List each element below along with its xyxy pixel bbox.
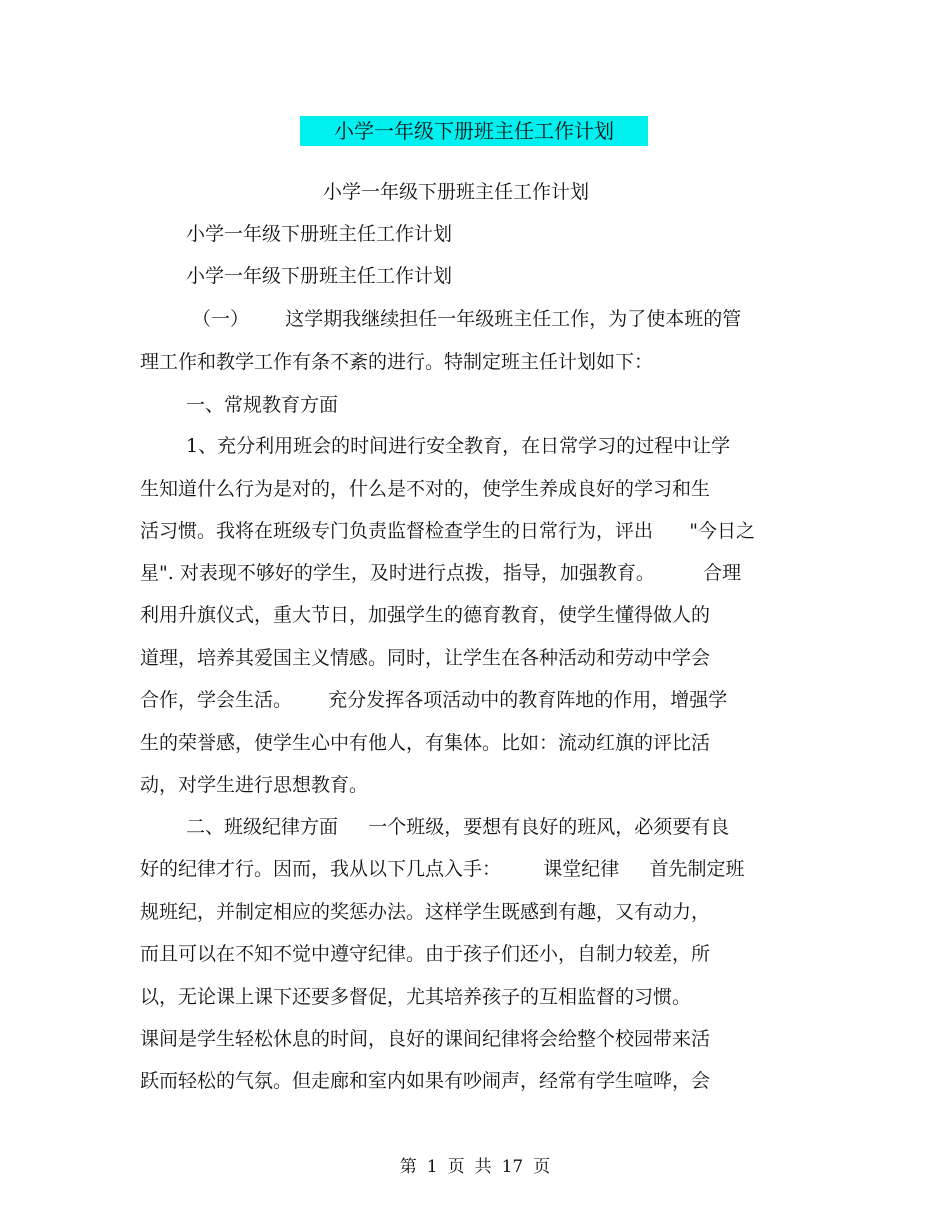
text-line: 星". 对表现不够好的学生，及时进行点拨，指导，加强教育。 合理 — [140, 562, 742, 584]
text-line: 跃而轻松的气氛。但走廊和室内如果有吵闹声，经常有学生喧哗，会 — [140, 1070, 711, 1092]
section-heading: 二、班级纪律方面 一个班级，要想有良好的班风，必须要有良 — [186, 816, 730, 838]
text-line: 好的纪律才行。因而，我从以下几点入手： 课堂纪律 首先制定班 — [140, 858, 745, 880]
heading-line: 小学一年级下册班主任工作计划 — [186, 265, 453, 287]
section-heading: 一、常规教育方面 — [186, 394, 339, 416]
text-line: 生知道什么行为是对的，什么是不对的，使学生养成良好的学习和生 — [140, 478, 711, 500]
text-line: 课间是学生轻松休息的时间，良好的课间纪律将会给整个校园带来活 — [140, 1028, 711, 1050]
text-line: 生的荣誉感，使学生心中有他人，有集体。比如：流动红旗的评比活 — [140, 732, 711, 754]
text-line: 以，无论课上课下还要多督促，尤其培养孩子的互相监督的习惯。 — [140, 986, 692, 1008]
footer-total-unit: 页 — [533, 1157, 551, 1177]
highlighted-title: 小学一年级下册班主任工作计划 — [300, 116, 648, 146]
footer-total-pages: 17 — [501, 1157, 524, 1177]
footer-total-prefix: 共 — [474, 1157, 492, 1177]
text-line: 利用升旗仪式，重大节日，加强学生的德育教育，使学生懂得做人的 — [140, 604, 711, 626]
text-line: 规班纪，并制定相应的奖惩办法。这样学生既感到有趣，又有动力， — [140, 901, 711, 923]
text-line: 道理，培养其爱国主义情感。同时，让学生在各种活动和劳动中学会 — [140, 647, 711, 669]
subtitle-line: 小学一年级下册班主任工作计划 — [323, 181, 590, 203]
text-line: 合作，学会生活。 充分发挥各项活动中的教育阵地的作用，增强学 — [140, 689, 728, 711]
footer-page-unit: 页 — [447, 1157, 465, 1177]
text-line: 理工作和教学工作有条不紊的进行。特制定班主任计划如下： — [140, 351, 654, 373]
text-line: 而且可以在不知不觉中遵守纪律。由于孩子们还小，自制力较差，所 — [140, 943, 711, 965]
heading-line: 小学一年级下册班主任工作计划 — [186, 223, 453, 245]
text-line: （一） 这学期我继续担任一年级班主任工作，为了使本班的管 — [192, 308, 742, 330]
text-line: 活习惯。我将在班级专门负责监督检查学生的日常行为，评出 "今日之 — [140, 520, 755, 542]
text-line: 1、充分利用班会的时间进行安全教育，在日常学习的过程中让学 — [186, 435, 731, 457]
text-line: 动，对学生进行思想教育。 — [140, 774, 369, 796]
footer-page-number: 1 — [426, 1157, 438, 1177]
page-footer — [0, 1152, 950, 1177]
footer-prefix: 第 — [399, 1157, 417, 1177]
